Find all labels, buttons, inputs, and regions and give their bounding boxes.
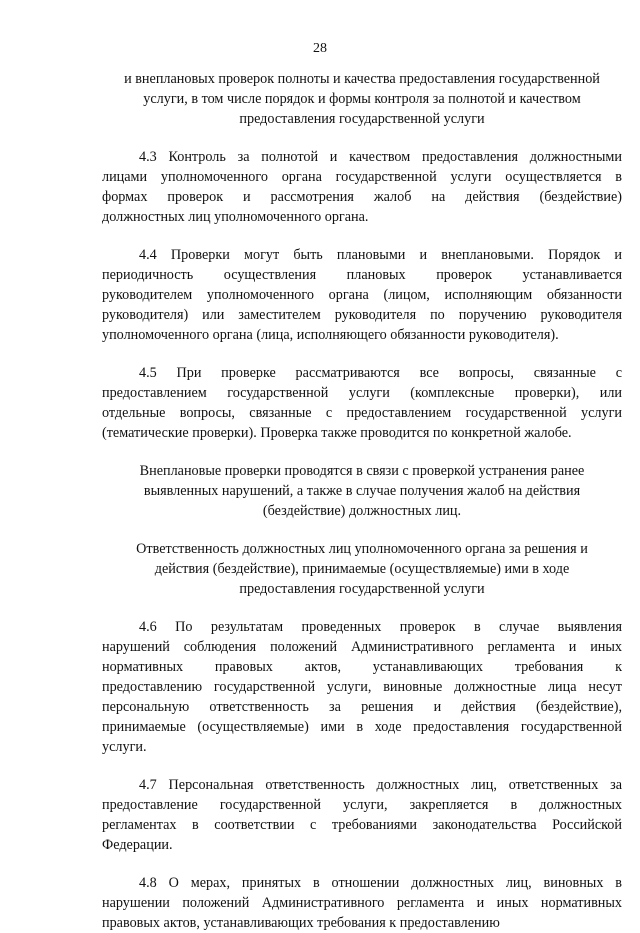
text-line: услуги. bbox=[102, 739, 147, 755]
section-heading bbox=[102, 461, 622, 521]
text-line: регламентах в соответствии с требованиями законодательства Российской bbox=[102, 817, 622, 833]
text-line: 4.3 Контроль за полнотой и качеством предоставления должностными bbox=[139, 149, 622, 165]
text-line: отдельные вопросы, связанные с предоставлением государственной услуги bbox=[102, 405, 622, 421]
text-line: лицами уполномоченного органа государственной услуги осуществляется в bbox=[102, 169, 622, 185]
text-line: Внеплановые проверки проводятся в связи с проверкой устранения ранее bbox=[139, 463, 585, 479]
text-line: Ответственность должностных лиц уполномоченного органа за решения и bbox=[136, 541, 588, 557]
text-line: (бездействие) должностных лиц. bbox=[262, 503, 462, 519]
text-line: Федерации. bbox=[102, 837, 173, 853]
paragraph bbox=[102, 363, 622, 443]
text-line: услуги, в том числе порядок и формы контроля за полнотой и качеством bbox=[143, 91, 581, 107]
text-line: предоставления государственной услуги bbox=[239, 581, 485, 597]
text-line: уполномоченного органа (лица, исполняющего обязанности руководителя). bbox=[102, 327, 559, 343]
text-line: персональную ответственность за решения и действия (бездействие), bbox=[102, 699, 622, 715]
text-line: нормативных правовых актов, устанавливающих требования к bbox=[102, 659, 622, 675]
text-line: (тематические проверки). Проверка также проводится по конкретной жалобе. bbox=[102, 425, 572, 441]
text-line: предоставлением государственной услуги (комплексные проверки), или bbox=[102, 385, 622, 401]
paragraph bbox=[102, 147, 622, 227]
text-line: периодичность осуществления плановых проверок устанавливается bbox=[102, 267, 622, 283]
text-line: предоставление государственной услуги, закрепляется в должностных bbox=[102, 797, 622, 813]
text-line: руководителя) или заместителем руководителя по поручению руководителя bbox=[102, 307, 622, 323]
section-heading bbox=[102, 69, 622, 129]
text-line: нарушений соблюдения положений Административного регламента и иных bbox=[102, 639, 622, 655]
document-body bbox=[102, 69, 622, 933]
text-line: должностных лиц уполномоченного органа. bbox=[102, 209, 369, 225]
paragraph bbox=[102, 775, 622, 855]
text-line: предоставлению государственной услуги, виновные должностные лица несут bbox=[102, 679, 622, 695]
text-line: 4.8 О мерах, принятых в отношении должностных лиц, виновных в bbox=[139, 875, 622, 891]
page-number: 28 bbox=[313, 41, 327, 56]
text-line: и внеплановых проверок полноты и качества предоставления государственной bbox=[124, 71, 600, 87]
text-line: действия (бездействие), принимаемые (осуществляемые) ими в ходе bbox=[154, 561, 570, 577]
paragraph bbox=[102, 617, 622, 757]
section-heading bbox=[102, 539, 622, 599]
text-line: формах проверок и рассмотрения жалоб на действия (бездействие) bbox=[102, 189, 622, 205]
text-line: 4.4 Проверки могут быть плановыми и внеплановыми. Порядок и bbox=[139, 247, 622, 263]
text-line: нарушении положений Административного регламента и иных нормативных bbox=[102, 895, 622, 911]
paragraph bbox=[102, 873, 622, 933]
text-line: 4.5 При проверке рассматриваются все вопросы, связанные с bbox=[139, 365, 622, 381]
text-line: предоставления государственной услуги bbox=[239, 111, 485, 127]
text-line: выявленных нарушений, а также в случае получения жалоб на действия bbox=[143, 483, 581, 499]
text-line: правовых актов, устанавливающих требования к предоставлению bbox=[102, 915, 500, 931]
text-line: руководителем уполномоченного органа (лицом, исполняющим обязанности bbox=[102, 287, 622, 303]
text-line: 4.7 Персональная ответственность должностных лиц, ответственных за bbox=[139, 777, 622, 793]
paragraph bbox=[102, 245, 622, 345]
text-line: 4.6 По результатам проведенных проверок в случае выявления bbox=[139, 619, 622, 635]
text-line: принимаемые (осуществляемые) ими в ходе предоставления государственной bbox=[102, 719, 622, 735]
